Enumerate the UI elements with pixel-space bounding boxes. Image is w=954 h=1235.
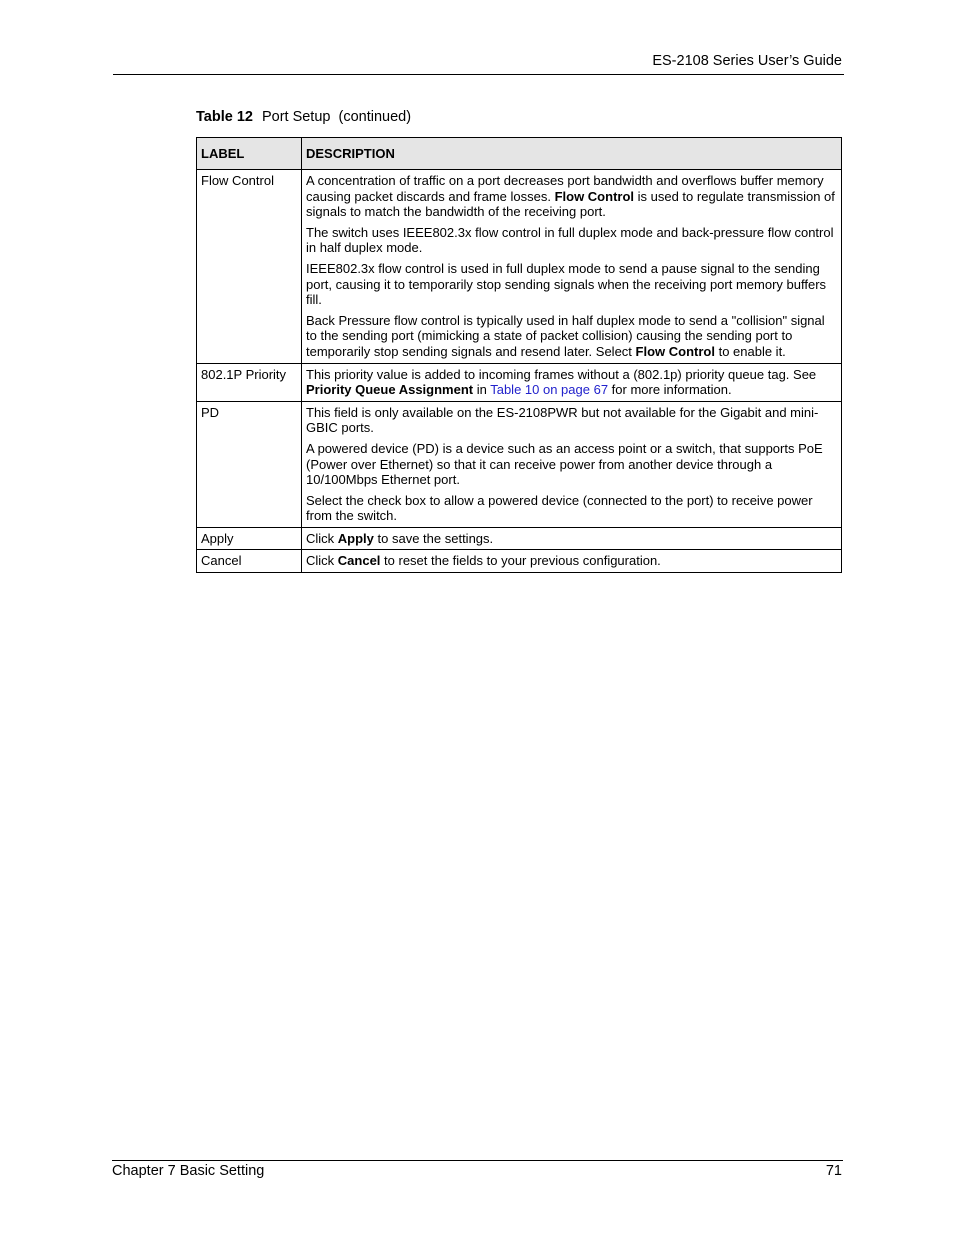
description-text: for more information. [608, 382, 732, 398]
table-row [197, 170, 842, 364]
description-text: IEEE802.3x flow control is used in full duplex mode to send a pause signal to the sending port, causing it to temporarily stop sending signals when the receiving port memory buffers fill. [306, 260, 827, 308]
row-label: PD [197, 401, 302, 527]
description-bold-term: Cancel [337, 553, 381, 569]
description-text: Select the check box to allow a powered device (connected to the port) to receive power from the switch. [306, 492, 813, 524]
row-description [302, 401, 842, 527]
table-row [197, 401, 842, 527]
footer-chapter: Chapter 7 Basic Setting [112, 1163, 265, 1179]
footer-divider [112, 1160, 843, 1161]
description-text: Back Pressure flow control is typically used in half duplex mode to send a "collision" signal to the sending port (mimicking a state of packet collision) causing the sending port to temporarily stop sending signals and resend later. Select [306, 312, 825, 359]
description-bold-term: Apply [337, 530, 374, 546]
row-description [302, 527, 842, 550]
column-header-label: LABEL [197, 138, 302, 170]
description-text: Click [306, 530, 338, 546]
row-label: Flow Control [197, 170, 302, 364]
cross-reference-link[interactable]: Table 10 on page 67 [490, 382, 609, 398]
description-paragraph [306, 225, 837, 256]
description-text: to save the settings. [373, 530, 494, 546]
description-paragraph [306, 173, 837, 220]
column-header-description: DESCRIPTION [302, 138, 842, 170]
table-caption-text: Port Setup (continued) [261, 109, 412, 125]
description-paragraph [306, 405, 837, 436]
description-text: This field is only available on the ES-2108PWR but not available for the Gigabit and mini-GBIC ports. [306, 404, 819, 436]
row-label: Apply [197, 527, 302, 550]
description-bold-term: Priority Queue Assignment [306, 382, 474, 398]
description-bold-term: Flow Control [554, 188, 635, 204]
description-text: to enable it. [714, 343, 786, 359]
row-description [302, 170, 842, 364]
description-text: This priority value is added to incoming frames without a (802.1p) priority queue tag. See [306, 366, 817, 382]
description-paragraph [306, 531, 837, 547]
description-paragraph [306, 493, 837, 524]
description-text: The switch uses IEEE802.3x flow control in full duplex mode and back-pressure flow control in half duplex mode. [306, 224, 834, 256]
description-paragraph [306, 313, 837, 360]
table-row [197, 550, 842, 573]
port-setup-table [196, 137, 842, 573]
description-text: A concentration of traffic on a port decreases port bandwidth and overflows buffer memory causing packet discards and frame losses. [306, 173, 824, 204]
footer-page-number: 71 [825, 1163, 842, 1179]
description-text: Click [306, 553, 338, 569]
description-paragraph [306, 367, 837, 398]
row-label: 802.1P Priority [197, 363, 302, 401]
running-header-title: ES-2108 Series User’s Guide [652, 53, 842, 69]
description-text: A powered device (PD) is a device such as an access point or a switch, that supports PoE (Power over Ethernet) so that it can receive power from another device through a 10/100Mbps Ethernet port. [306, 440, 823, 488]
table-header-row [197, 138, 842, 170]
table-row [197, 527, 842, 550]
description-paragraph [306, 553, 837, 569]
header-divider [113, 74, 844, 75]
table-caption [196, 108, 411, 126]
row-description [302, 550, 842, 573]
description-bold-term: Flow Control [635, 343, 715, 359]
description-paragraph [306, 261, 837, 308]
table-caption-number: Table 12 [196, 109, 253, 125]
row-label: Cancel [197, 550, 302, 573]
description-paragraph [306, 441, 837, 488]
row-description [302, 363, 842, 401]
table-row [197, 363, 842, 401]
description-text: to reset the fields to your previous configuration. [380, 553, 661, 569]
description-text: in [473, 382, 491, 398]
description-text: is used to regulate transmission of signals to match the bandwidth of the receiving port. [306, 188, 835, 220]
